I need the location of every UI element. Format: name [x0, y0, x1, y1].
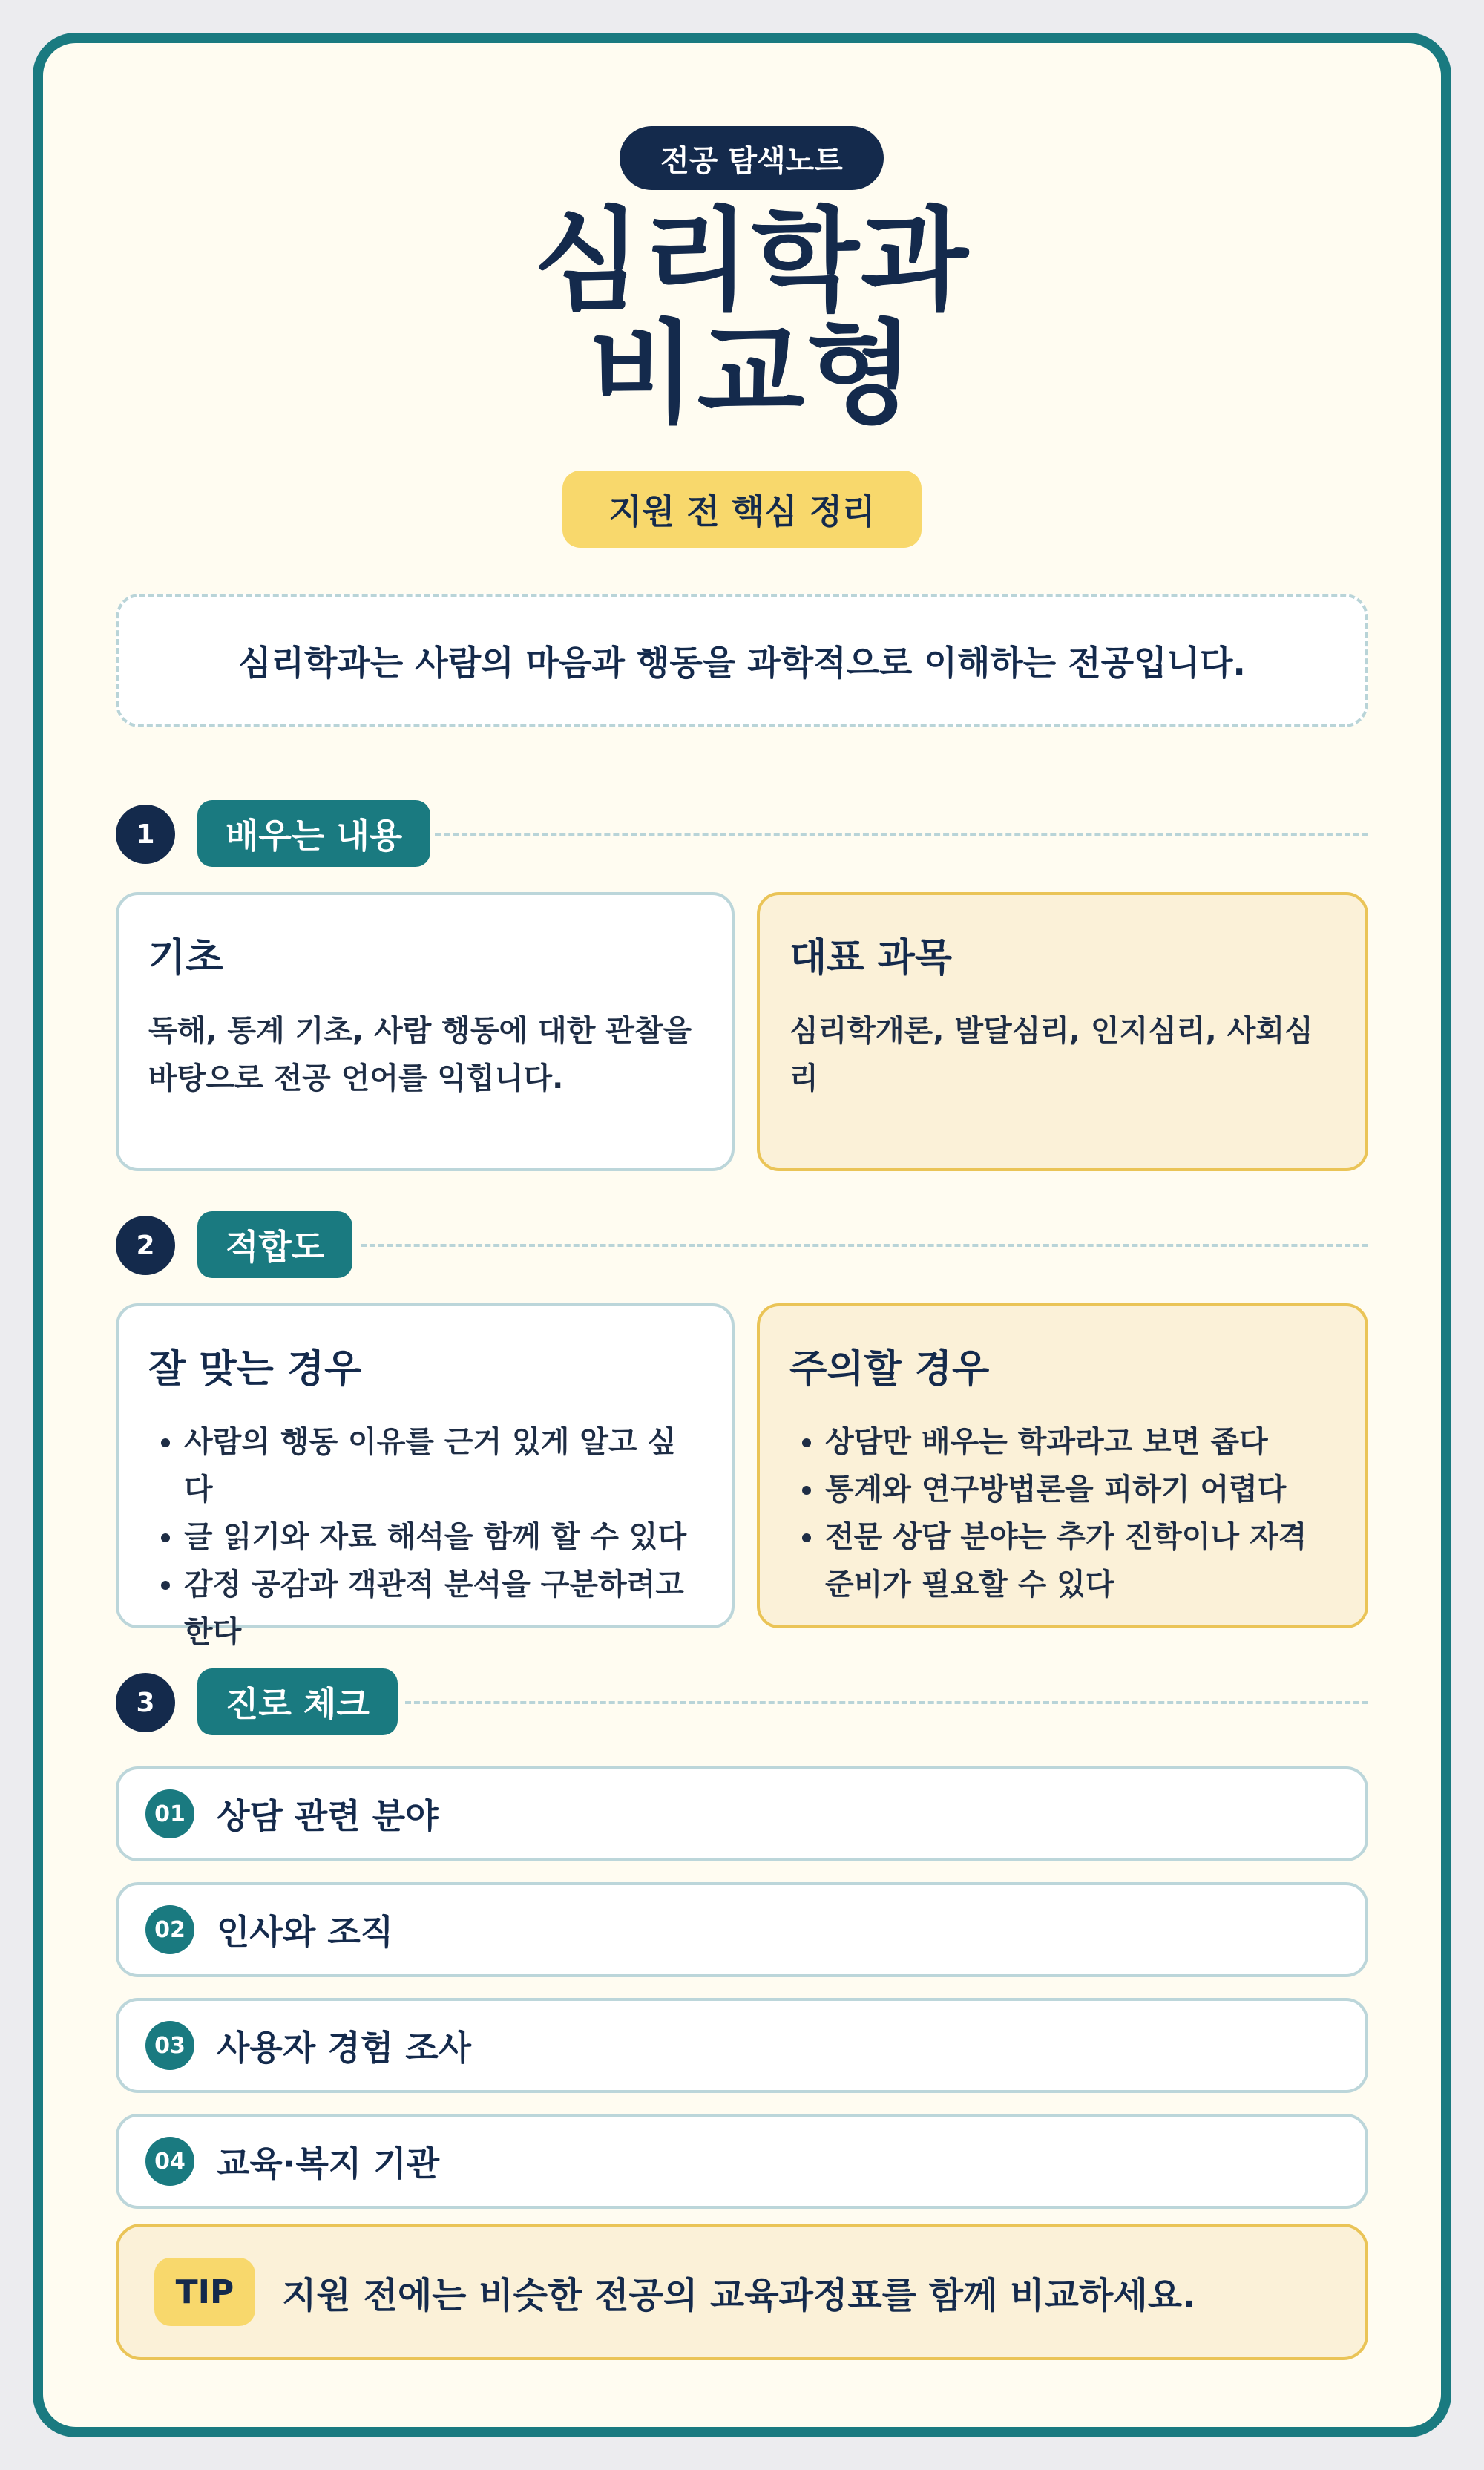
career-number: 04 — [145, 2137, 194, 2186]
list-item: • 상담만 배우는 학과라고 보면 좁다 — [825, 1418, 1336, 1466]
list-item: • 전문 상담 분야는 추가 진학이나 자격 준비가 필요할 수 있다 — [825, 1513, 1336, 1608]
section-header-career — [116, 1667, 1368, 1735]
career-item-hr — [116, 1882, 1368, 1977]
section-label: 배우는 내용 — [197, 800, 430, 867]
card-title: 대표 과목 — [789, 936, 953, 980]
title-line-1: 심리학과 — [533, 197, 970, 326]
note-card — [33, 33, 1451, 2437]
list-item: • 사람의 행동 이유를 근거 있게 알고 싶다 — [184, 1418, 702, 1513]
career-item-ux — [116, 1998, 1368, 2093]
good-fit-list — [148, 1418, 702, 1656]
career-label: 상담 관련 분야 — [217, 1796, 439, 1836]
career-number: 03 — [145, 2021, 194, 2070]
intro-text: 심리학과는 사람의 마음과 행동을 과학적으로 이해하는 전공입니다. — [238, 643, 1246, 683]
section-header-fit — [116, 1210, 1368, 1278]
card-title: 주의할 경우 — [789, 1347, 990, 1392]
subjects-card — [757, 892, 1368, 1171]
list-item: • 글 읽기와 자료 해석을 함께 할 수 있다 — [184, 1513, 702, 1561]
section-number: 1 — [116, 805, 175, 864]
subtitle-badge: 지원 전 핵심 정리 — [562, 471, 922, 548]
career-label: 인사와 조직 — [217, 1912, 394, 1952]
tip-box — [116, 2224, 1368, 2360]
career-label: 교육·복지 기관 — [217, 2143, 440, 2184]
title-line-2: 비교형 — [588, 309, 916, 439]
list-item: • 감정 공감과 객관적 분석을 구분하려고 한다 — [184, 1561, 702, 1656]
divider-line — [405, 1701, 1368, 1704]
card-text: 심리학개론, 발달심리, 인지심리, 사회심리 — [789, 1014, 1313, 1095]
career-number: 01 — [145, 1789, 194, 1838]
section-label: 진로 체크 — [197, 1668, 398, 1735]
good-fit-card — [116, 1303, 735, 1649]
intro-box — [116, 594, 1368, 727]
list-item: • 통계와 연구방법론을 피하기 어렵다 — [825, 1466, 1336, 1513]
card-title: 잘 맞는 경우 — [148, 1347, 362, 1392]
divider-line — [361, 1244, 1368, 1247]
career-number: 02 — [145, 1905, 194, 1954]
section-label: 적합도 — [197, 1211, 352, 1278]
career-label: 사용자 경험 조사 — [217, 2028, 472, 2068]
tag-badge: 전공 탐색노트 — [620, 126, 884, 190]
section-number: 3 — [116, 1673, 175, 1732]
tip-badge: TIP — [154, 2258, 255, 2326]
caution-card — [757, 1303, 1368, 1628]
card-title: 기초 — [148, 936, 223, 980]
section-number: 2 — [116, 1216, 175, 1275]
tip-text: 지원 전에는 비슷한 전공의 교육과정표를 함께 비교하세요. — [282, 2274, 1196, 2316]
caution-list — [789, 1418, 1336, 1608]
section-header-learn — [116, 799, 1368, 867]
career-item-education — [116, 2114, 1368, 2209]
card-text: 독해, 통계 기초, 사람 행동에 대한 관찰을 바탕으로 전공 언어를 익힙니다. — [148, 1014, 692, 1095]
career-item-counseling — [116, 1766, 1368, 1861]
basics-card — [116, 892, 735, 1171]
page-title — [191, 197, 1312, 439]
divider-line — [435, 833, 1368, 836]
